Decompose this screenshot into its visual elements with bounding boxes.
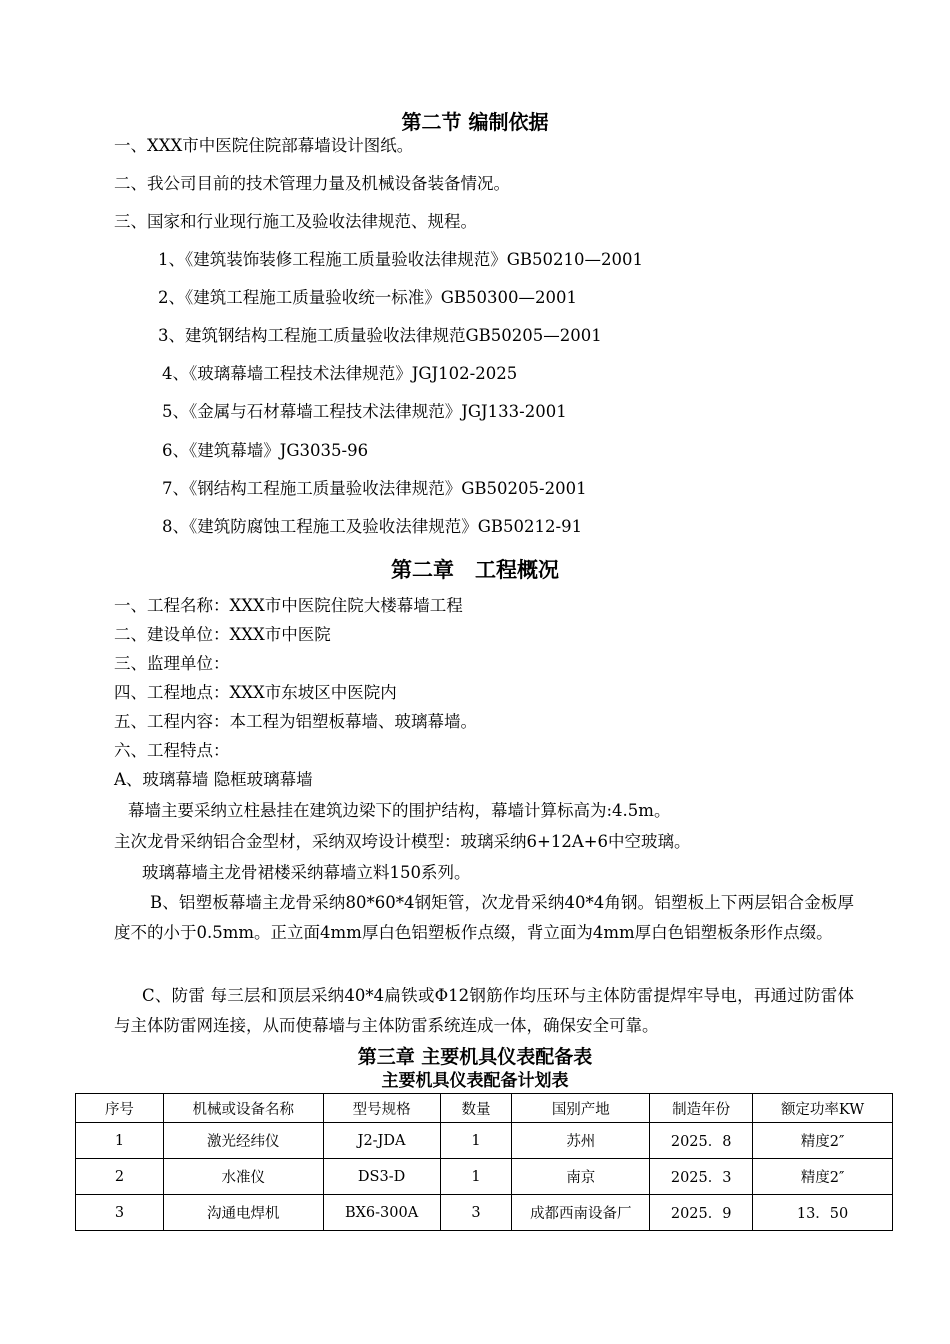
- table-cell: 南京: [512, 1159, 650, 1195]
- column-header: 序号: [76, 1094, 164, 1123]
- table-cell: 3: [76, 1195, 164, 1231]
- table-row: [76, 1195, 893, 1231]
- column-header: 额定功率KW: [753, 1094, 893, 1123]
- standard-item: 4、《玻璃幕墙工程技术法律规范》JGJ102-2025: [162, 364, 518, 383]
- column-header: 国别产地: [512, 1094, 650, 1123]
- paragraph: B、铝塑板幕墙主龙骨采纳80*60*4钢矩管，次龙骨采纳40*4角钢。铝塑板上下两层铝合金板厚度不的小于0.5mm。正立面4mm厚白色铝塑板作点缀，背立面为4mm厚白色铝塑板条形作点缀。: [114, 893, 854, 942]
- standard-item: 8、《建筑防腐蚀工程施工及验收法律规范》GB50212-91: [162, 517, 583, 536]
- equipment-table: [75, 1093, 893, 1231]
- table-cell: 1: [440, 1123, 512, 1159]
- table-cell: 激光经纬仪: [163, 1123, 323, 1159]
- table-cell: BX6-300A: [323, 1195, 440, 1231]
- overview-item: 三、监理单位：: [114, 654, 230, 673]
- column-header: 机械或设备名称: [163, 1094, 323, 1123]
- table-cell: 1: [76, 1123, 164, 1159]
- table-cell: 苏州: [512, 1123, 650, 1159]
- table-cell: 水准仪: [163, 1159, 323, 1195]
- table-row: [76, 1159, 893, 1195]
- table-cell: DS3-D: [323, 1159, 440, 1195]
- standard-item: 5、《金属与石材幕墙工程技术法律规范》JGJ133-2001: [162, 402, 567, 421]
- chapter-title: 第三章 主要机具仪表配备表: [357, 1046, 593, 1068]
- basis-item-1: 一、XXX市中医院住院部幕墙设计图纸。: [114, 136, 414, 155]
- basis-item-3: 三、国家和行业现行施工及验收法律规范、规程。: [114, 212, 477, 231]
- table-row: [76, 1123, 893, 1159]
- table-cell: 2: [76, 1159, 164, 1195]
- standard-item: 3、建筑钢结构工程施工质量验收法律规范GB50205—2001: [158, 326, 602, 345]
- column-header: 型号规格: [323, 1094, 440, 1123]
- section-title: 第二节 编制依据: [401, 110, 549, 134]
- table-cell: 成都西南设备厂: [512, 1195, 650, 1231]
- overview-item: A、玻璃幕墙 隐框玻璃幕墙: [114, 770, 313, 789]
- overview-item: 六、工程特点：: [114, 741, 230, 760]
- table-cell: 沟通电焊机: [163, 1195, 323, 1231]
- standard-item: 6、《建筑幕墙》JG3035-96: [162, 441, 369, 460]
- table-cell: 3: [440, 1195, 512, 1231]
- overview-item: 四、工程地点：XXX市东坡区中医院内: [114, 683, 397, 702]
- table-header-row: [76, 1094, 893, 1123]
- column-header: 制造年份: [650, 1094, 753, 1123]
- overview-item: 二、建设单位：XXX市中医院: [114, 625, 331, 644]
- table-cell: 1: [440, 1159, 512, 1195]
- basis-item-2: 二、我公司目前的技术管理力量及机械设备装备情况。: [114, 174, 510, 193]
- paragraph: 主次龙骨采纳铝合金型材，采纳双垮设计模型：玻璃采纳6+12A+6中空玻璃。: [114, 832, 691, 851]
- table-cell: 2025．3: [650, 1159, 753, 1195]
- standard-item: 7、《钢结构工程施工质量验收法律规范》GB50205-2001: [162, 479, 587, 498]
- paragraph: 玻璃幕墙主龙骨裙楼采纳幕墙立料150系列。: [142, 863, 471, 882]
- paragraph: C、防雷 每三层和顶层采纳40*4扁铁或Φ12钢筋作均压环与主体防雷提焊牢导电，再通过防雷体与主体防雷网连接，从而使幕墙与主体防雷系统连成一体，确保安全可靠。: [114, 986, 854, 1035]
- table-cell: 精度2″: [753, 1123, 893, 1159]
- column-header: 数量: [440, 1094, 512, 1123]
- table-cell: J2-JDA: [323, 1123, 440, 1159]
- chapter-title: 第二章 工程概况: [391, 558, 559, 582]
- table-cell: 2025．9: [650, 1195, 753, 1231]
- standard-item: 1、《建筑装饰装修工程施工质量验收法律规范》GB50210—2001: [158, 250, 644, 269]
- table-cell: 精度2″: [753, 1159, 893, 1195]
- paragraph: 幕墙主要采纳立柱悬挂在建筑边梁下的围护结构，幕墙计算标高为:4.5m。: [128, 801, 671, 820]
- overview-item: 五、工程内容：本工程为铝塑板幕墙、玻璃幕墙。: [114, 712, 477, 731]
- standard-item: 2、《建筑工程施工质量验收统一标准》GB50300—2001: [158, 288, 578, 307]
- table-cell: 13．50: [753, 1195, 893, 1231]
- overview-item: 一、工程名称：XXX市中医院住院大楼幕墙工程: [114, 596, 463, 615]
- table-cell: 2025．8: [650, 1123, 753, 1159]
- table-title: 主要机具仪表配备计划表: [381, 1071, 569, 1091]
